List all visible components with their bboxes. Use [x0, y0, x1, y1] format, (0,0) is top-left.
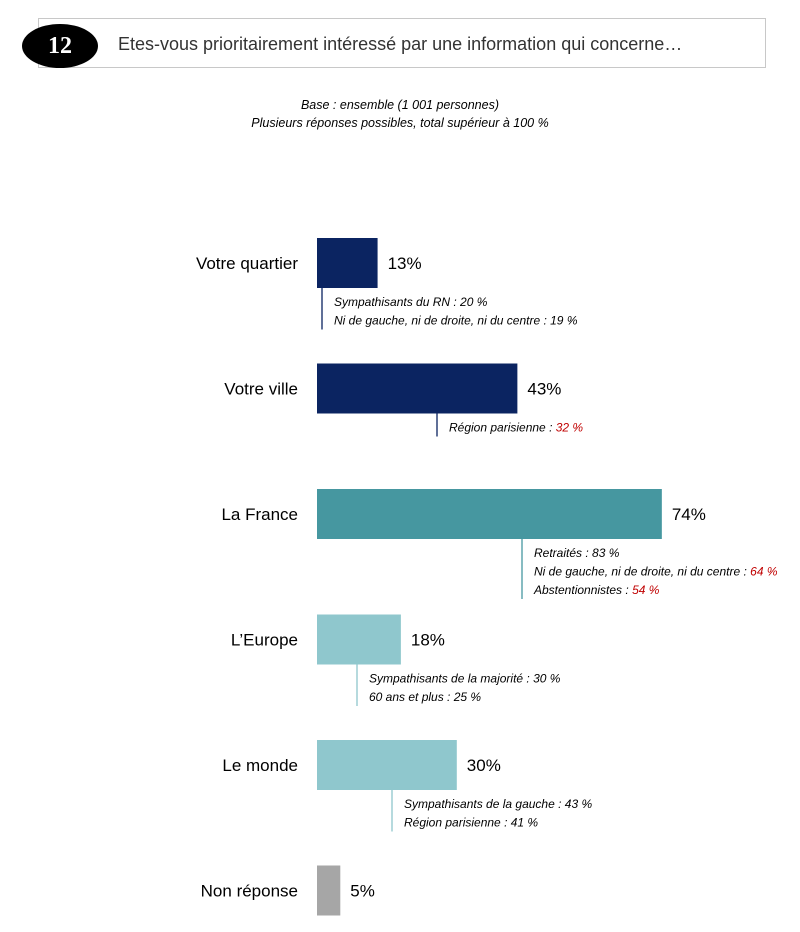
annotation-text: [534, 546, 620, 560]
annotation-highlight: 64 %: [750, 564, 778, 579]
annotation-text: [404, 797, 592, 811]
base-line-1: Base : ensemble (1 001 personnes): [300, 98, 500, 112]
value-label: 74%: [671, 505, 706, 524]
annotation-text: [369, 690, 481, 704]
annotation-segment: Sympathisants de la majorité : 30 %: [369, 671, 561, 686]
value-label: 43%: [527, 379, 562, 399]
annotation-text: [449, 421, 583, 435]
category-label: Votre quartier: [195, 254, 298, 273]
bar: [317, 238, 378, 288]
value-label: 18%: [410, 630, 445, 650]
category-label: L’Europe: [230, 630, 298, 650]
annotation-highlight: 32 %: [555, 420, 584, 435]
bar: [317, 364, 517, 414]
annotation-segment: Ni de gauche, ni de droite, ni du centre :: [534, 564, 751, 579]
category-label: Votre ville: [224, 379, 298, 399]
annotation-segment: Sympathisants du RN : 20 %: [334, 295, 488, 309]
annotation-segment: Retraités : 83 %: [534, 546, 620, 560]
annotation-segment: Abstentionnistes :: [534, 583, 633, 597]
annotation-text: [533, 583, 660, 597]
annotation-segment: Sympathisants de la gauche : 43 %: [404, 797, 593, 811]
bar: [317, 866, 340, 916]
value-label: 13%: [387, 254, 422, 273]
annotation-text: [369, 672, 561, 686]
annotation-text: [404, 816, 538, 830]
value-label: 30%: [466, 756, 501, 775]
question-number-badge: 12: [22, 24, 98, 68]
annotation-segment: Région parisienne : 41 %: [404, 815, 539, 830]
annotation-segment: 60 ans et plus : 25 %: [369, 690, 482, 704]
annotation-segment: Région parisienne :: [449, 420, 556, 435]
annotation-text: [334, 314, 578, 328]
bar: [317, 489, 662, 539]
annotation-segment: Ni de gauche, ni de droite, ni du centre : 19 %: [334, 313, 578, 328]
bar: [317, 740, 457, 790]
annotation-highlight: 54 %: [632, 583, 660, 597]
value-label: 5%: [350, 881, 375, 901]
category-label: Non réponse: [200, 881, 298, 901]
annotation-text: [334, 295, 488, 309]
base-line-2: Plusieurs réponses possibles, total supérieur à 100 %: [251, 116, 549, 130]
annotation-text: [534, 565, 778, 579]
bar: [317, 615, 401, 665]
category-label: Le monde: [222, 756, 298, 775]
category-label: La France: [221, 505, 298, 524]
question-text: Etes-vous prioritairement intéressé par une information qui concerne…: [118, 34, 683, 54]
